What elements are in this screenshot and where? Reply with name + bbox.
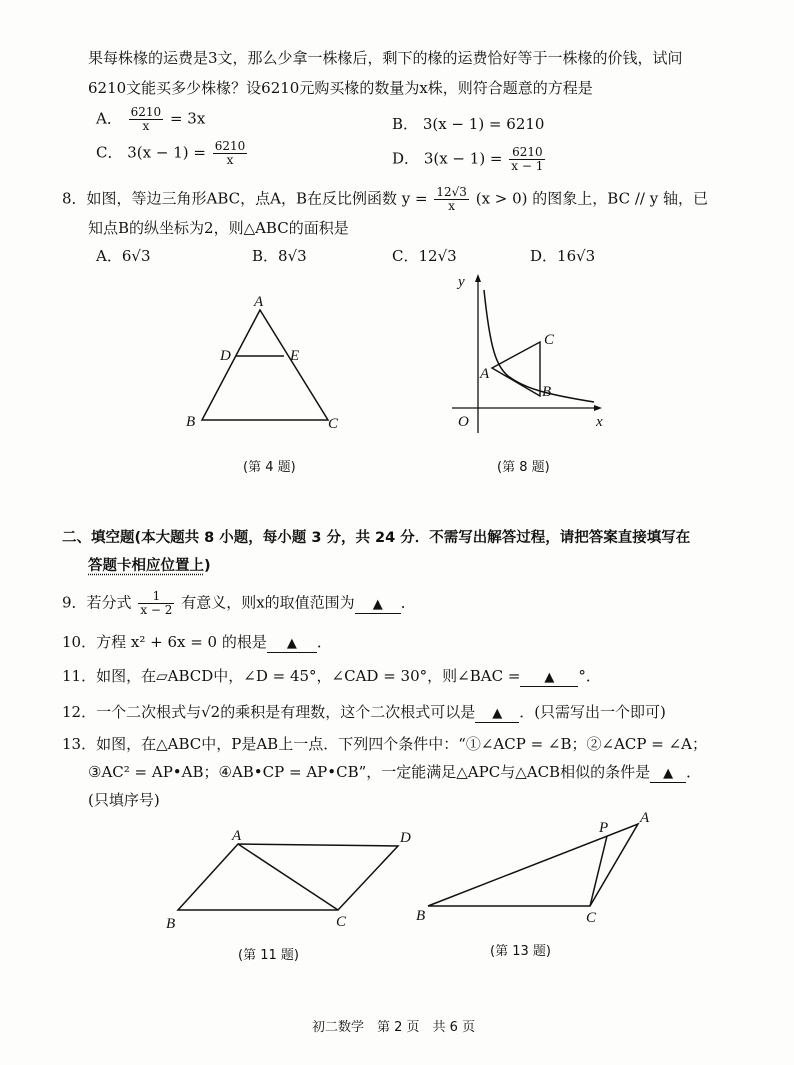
q9-end: ． bbox=[400, 593, 416, 612]
q8-text-b: (x > 0) 的图象上，BC // y 轴，已 bbox=[475, 189, 708, 208]
q8-option-d-label: D． bbox=[530, 247, 558, 265]
fig11-label-b: B bbox=[166, 916, 176, 932]
q7-option-d-label: D． bbox=[392, 149, 420, 168]
q12 bbox=[62, 702, 666, 723]
q7-option-b-expr: 3(x − 1) = 6210 bbox=[422, 115, 545, 133]
q13-answer-blank[interactable]: ▲ bbox=[650, 766, 686, 783]
fig8-label-a: A bbox=[480, 366, 490, 382]
q8-option-a-label: A． bbox=[96, 247, 122, 265]
q7-option-c bbox=[96, 140, 249, 167]
section2-title: 二、填空题(本大题共 8 小题，每小题 3 分，共 24 分．不需写出解答过程，请把答案直接填写在 bbox=[62, 530, 691, 546]
fig8-hyperbola bbox=[484, 290, 594, 402]
q7-line1: 果每株椽的运费是3文，那么少拿一株椽后，剩下的椽的运费恰好等于一株椽的价钱，试问 bbox=[88, 49, 683, 67]
q9-text-b: 有意义，则x的取值范围为 bbox=[181, 593, 355, 612]
fig8-label-b: B bbox=[542, 384, 552, 400]
q9-frac-den: x − 2 bbox=[140, 603, 173, 617]
q11-end: °． bbox=[578, 667, 601, 685]
q7-option-c-label: C． bbox=[96, 143, 123, 162]
q7-c-num: 6210 bbox=[214, 139, 246, 153]
figure-13 bbox=[412, 806, 662, 930]
q8-option-c-value: 12√3 bbox=[418, 247, 457, 265]
fig11-diagonal-ac bbox=[238, 844, 338, 910]
q10-answer-blank[interactable]: ▲ bbox=[267, 636, 317, 653]
q7-a-den: x bbox=[142, 119, 150, 133]
q11-answer-blank[interactable]: ▲ bbox=[520, 670, 578, 687]
q10-number: 10． bbox=[62, 633, 97, 651]
q7-option-a-rhs: = 3x bbox=[169, 109, 206, 128]
fig8-caption: (第 8 题) bbox=[497, 460, 550, 475]
q8-frac-num: 12√3 bbox=[436, 185, 467, 199]
fig4-triangle-abc bbox=[202, 310, 328, 420]
q8-frac-den: x bbox=[448, 199, 456, 213]
q10-text: 方程 x² + 6x = 0 的根是 bbox=[96, 633, 267, 651]
fig11-label-a: A bbox=[232, 828, 242, 844]
q8-option-b bbox=[252, 246, 307, 266]
q12-number: 12． bbox=[62, 703, 97, 721]
q9-number: 9． bbox=[62, 593, 87, 612]
fig4-caption: (第 4 题) bbox=[243, 460, 296, 475]
figure-4 bbox=[180, 288, 350, 438]
q13-line2 bbox=[88, 762, 701, 783]
fig8-y-arrow bbox=[475, 274, 481, 282]
section2-emphasis: 答题卡相应位置上 bbox=[88, 558, 204, 574]
q7-option-b-label: B． bbox=[392, 115, 419, 133]
q7-option-a bbox=[96, 106, 205, 133]
fig11-label-c: C bbox=[336, 914, 347, 930]
q7-d-den: x − 1 bbox=[511, 159, 544, 173]
q7-d-num: 6210 bbox=[509, 146, 545, 160]
figure-8 bbox=[444, 268, 614, 438]
q7-option-b bbox=[392, 114, 544, 134]
q8-number: 8． bbox=[62, 189, 87, 208]
q8-option-c-label: C． bbox=[392, 247, 419, 265]
fig13-label-c: C bbox=[586, 910, 597, 926]
fig13-label-b: B bbox=[416, 908, 426, 924]
q8-fraction bbox=[434, 186, 469, 213]
figure-11 bbox=[160, 822, 430, 934]
fig8-label-y: y bbox=[458, 274, 465, 290]
q9 bbox=[62, 590, 416, 617]
q13-number: 13． bbox=[62, 735, 97, 753]
fig4-label-d: D bbox=[220, 348, 231, 364]
q12-end: ．(只需写出一个即可) bbox=[519, 703, 666, 721]
q7-option-c-lhs: 3(x − 1) = bbox=[127, 143, 206, 162]
q13-line2-end: ． bbox=[686, 763, 702, 781]
fig13-segment-cp bbox=[590, 836, 607, 906]
q8-option-b-value: 8√3 bbox=[278, 247, 307, 265]
fig11-caption: (第 11 题) bbox=[238, 948, 299, 963]
q13-line1-text: 如图，在△ABC中，P是AB上一点．下列四个条件中：“①∠ACP = ∠B；②∠ACP = ∠A； bbox=[96, 735, 708, 753]
q7-option-a-label: A． bbox=[96, 109, 122, 128]
fig4-label-e: E bbox=[290, 348, 300, 364]
section2-line2-end: ) bbox=[204, 558, 211, 574]
q8-option-a bbox=[96, 246, 151, 266]
fig8-label-c: C bbox=[544, 332, 555, 348]
q8-option-a-value: 6√3 bbox=[121, 247, 151, 265]
q7-option-d-lhs: 3(x − 1) = bbox=[423, 149, 503, 168]
q8-option-c bbox=[392, 246, 457, 266]
q7-option-c-fraction bbox=[213, 140, 248, 167]
q8-option-b-label: B． bbox=[252, 247, 279, 265]
q9-fraction bbox=[138, 590, 174, 617]
fig4-label-c: C bbox=[328, 416, 339, 432]
fig4-label-a: A bbox=[254, 294, 264, 310]
q8-line1 bbox=[62, 186, 708, 213]
q11 bbox=[62, 666, 601, 687]
fig4-label-b: B bbox=[186, 414, 196, 430]
q9-text-a: 若分式 bbox=[86, 593, 132, 612]
q11-number: 11． bbox=[62, 667, 97, 685]
q13-line1 bbox=[62, 734, 707, 754]
page-footer: 初二数学 第 2 页 共 6 页 bbox=[312, 1020, 476, 1035]
q13-line2-text: ③AC² = AP•AB；④AB•CP = AP•CB”，一定能满足△APC与△ACB相似的条件是 bbox=[88, 763, 651, 781]
q12-text: 一个二次根式与√2的乘积是有理数，这个二次根式可以是 bbox=[96, 703, 476, 721]
fig8-triangle-abc bbox=[492, 342, 540, 396]
q7-option-d-fraction bbox=[509, 146, 545, 173]
q8-option-d bbox=[530, 246, 595, 266]
q7-a-num: 6210 bbox=[130, 105, 162, 119]
fig13-label-a: A bbox=[640, 810, 650, 826]
fig8-label-o: O bbox=[458, 414, 469, 430]
q12-answer-blank[interactable]: ▲ bbox=[475, 706, 519, 723]
q7-c-den: x bbox=[226, 153, 234, 167]
section2-line2 bbox=[88, 556, 211, 576]
q11-text: 如图，在▱ABCD中，∠D = 45°，∠CAD = 30°，则∠BAC = bbox=[96, 667, 521, 685]
q8-line2: 知点B的纵坐标为2，则△ABC的面积是 bbox=[88, 219, 349, 237]
q10 bbox=[62, 632, 332, 653]
fig11-label-d: D bbox=[400, 830, 411, 846]
q8-option-d-value: 16√3 bbox=[557, 247, 596, 265]
q9-frac-num: 1 bbox=[138, 590, 174, 604]
fig8-label-x: x bbox=[596, 414, 603, 430]
q7-option-d bbox=[392, 146, 547, 173]
fig13-label-p: P bbox=[599, 820, 609, 836]
q7-option-a-fraction bbox=[129, 106, 164, 133]
fig8-x-arrow bbox=[594, 405, 602, 411]
q13-line3: (只填序号) bbox=[88, 791, 160, 809]
q10-end: ． bbox=[316, 633, 332, 651]
q7-line2: 6210文能买多少株椽？设6210元购买椽的数量为x株，则符合题意的方程是 bbox=[88, 79, 593, 97]
fig13-caption: (第 13 题) bbox=[490, 944, 551, 959]
q8-text-a: 如图，等边三角形ABC，点A，B在反比例函数 y = bbox=[86, 189, 428, 208]
q9-answer-blank[interactable]: ▲ bbox=[355, 597, 401, 614]
